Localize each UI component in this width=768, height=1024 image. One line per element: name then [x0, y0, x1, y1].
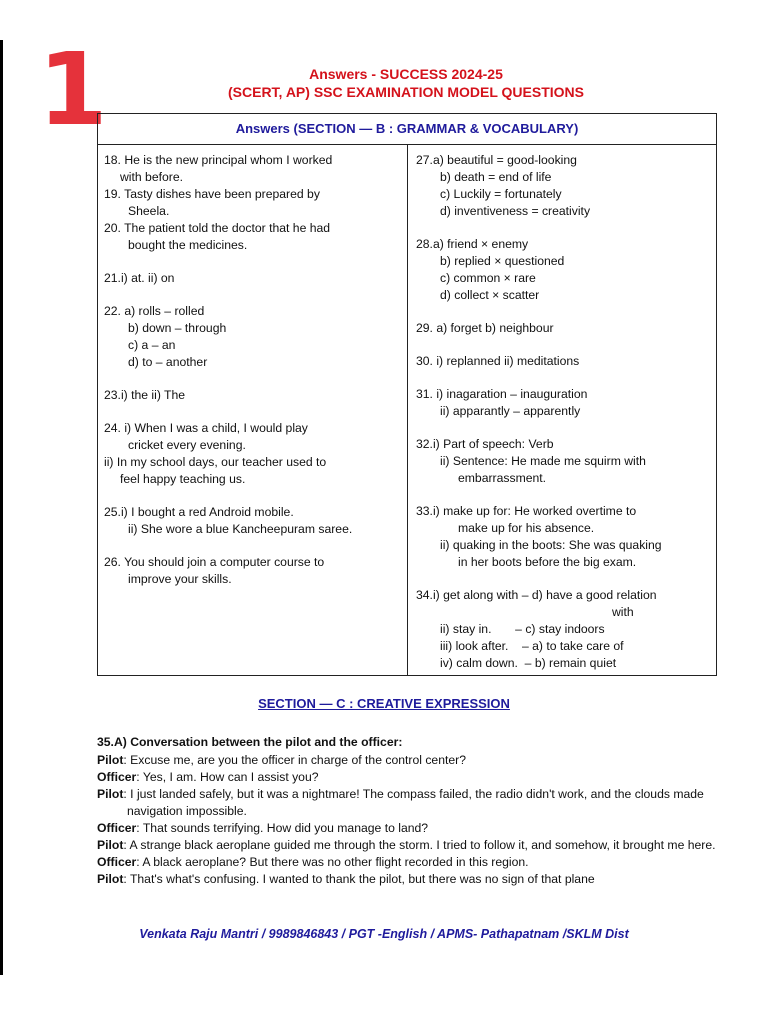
- answer-25: 25.i) I bought a red Android mobile. ii) She wore a blue Kancheepuram saree.: [104, 505, 353, 536]
- footer-credit: Venkata Raju Mantri / 9989846843 / PGT -English / APMS- Pathapatnam /SKLM Dist: [139, 927, 629, 941]
- answer-24: 24. i) When I was a child, I would play cricket every evening. ii) In my school days, our teacher used to feel happy teaching us.: [104, 421, 327, 486]
- answer-18: 18. He is the new principal whom I worked with before.: [104, 153, 333, 184]
- conversation-heading: 35.A) Conversation between the pilot and the officer:: [97, 735, 403, 749]
- title-line-1: Answers - SUCCESS 2024-25: [309, 66, 503, 82]
- title-line-2: (SCERT, AP) SSC EXAMINATION MODEL QUESTIONS: [228, 84, 584, 100]
- dialogue-line: Officer: That sounds terrifying. How did you manage to land?: [97, 821, 429, 835]
- dialogue-line: Pilot: That's what's confusing. I wanted to thank the pilot, but there was no sign of that plane: [97, 872, 595, 886]
- right-column: [408, 144, 716, 675]
- answer-31: 31. i) inagaration – inauguration ii) apparantly – apparently: [416, 387, 588, 418]
- answer-22: 22. a) rolls – rolled b) down – through c) a – an d) to – another: [104, 304, 227, 369]
- left-margin-rule: [0, 40, 3, 975]
- answer-21: 21.i) at. ii) on: [104, 271, 175, 285]
- answer-27: 27.a) beautiful = good-looking b) death = end of life c) Luckily = fortunately d) inventiveness = creativity: [416, 153, 591, 218]
- left-column: [98, 144, 408, 675]
- answer-34: 34.i) get along with – d) have a good relation with ii) stay in. – c) stay indoors iii) look after. – a) to take care of iv) calm down. – b) remain quiet: [416, 588, 657, 670]
- answer-28: 28.a) friend × enemy b) replied × questioned c) common × rare d) collect × scatter: [416, 237, 565, 302]
- dialogue-line: Officer: Yes, I am. How can I assist you?: [97, 770, 319, 784]
- answer-23: 23.i) the ii) The: [104, 388, 186, 402]
- answer-33: 33.i) make up for: He worked overtime to make up for his absence. ii) quaking in the boots: She was quaking in her boots before the big exam.: [416, 504, 662, 569]
- section-c-header: SECTION — C : CREATIVE EXPRESSION: [258, 696, 510, 711]
- answer-20: 20. The patient told the doctor that he had bought the medicines.: [104, 221, 331, 252]
- page-number: 1: [38, 31, 108, 148]
- section-b-header: Answers (SECTION — B : GRAMMAR & VOCABULARY): [98, 114, 716, 145]
- answer-32: 32.i) Part of speech: Verb ii) Sentence: He made me squirm with embarrassment.: [416, 437, 646, 485]
- dialogue-line: Pilot: I just landed safely, but it was a nightmare! The compass failed, the radio didn't work, and the clouds made navigation impossible.: [97, 787, 704, 818]
- dialogue-line: Pilot: A strange black aeroplane guided me through the storm. I tried to follow it, and somehow, it brought me here.: [97, 838, 716, 852]
- conversation: [97, 734, 727, 888]
- answer-26: 26. You should join a computer course to improve your skills.: [104, 555, 325, 586]
- answer-29: 29. a) forget b) neighbour: [416, 321, 554, 335]
- answer-30: 30. i) replanned ii) meditations: [416, 354, 580, 368]
- document-title: [96, 66, 716, 100]
- dialogue-line: Officer: A black aeroplane? But there was no other flight recorded in this region.: [97, 855, 529, 869]
- answer-19: 19. Tasty dishes have been prepared by Sheela.: [104, 187, 320, 218]
- section-b-answer-box: [97, 113, 717, 676]
- dialogue-line: Pilot: Excuse me, are you the officer in charge of the control center?: [97, 753, 466, 767]
